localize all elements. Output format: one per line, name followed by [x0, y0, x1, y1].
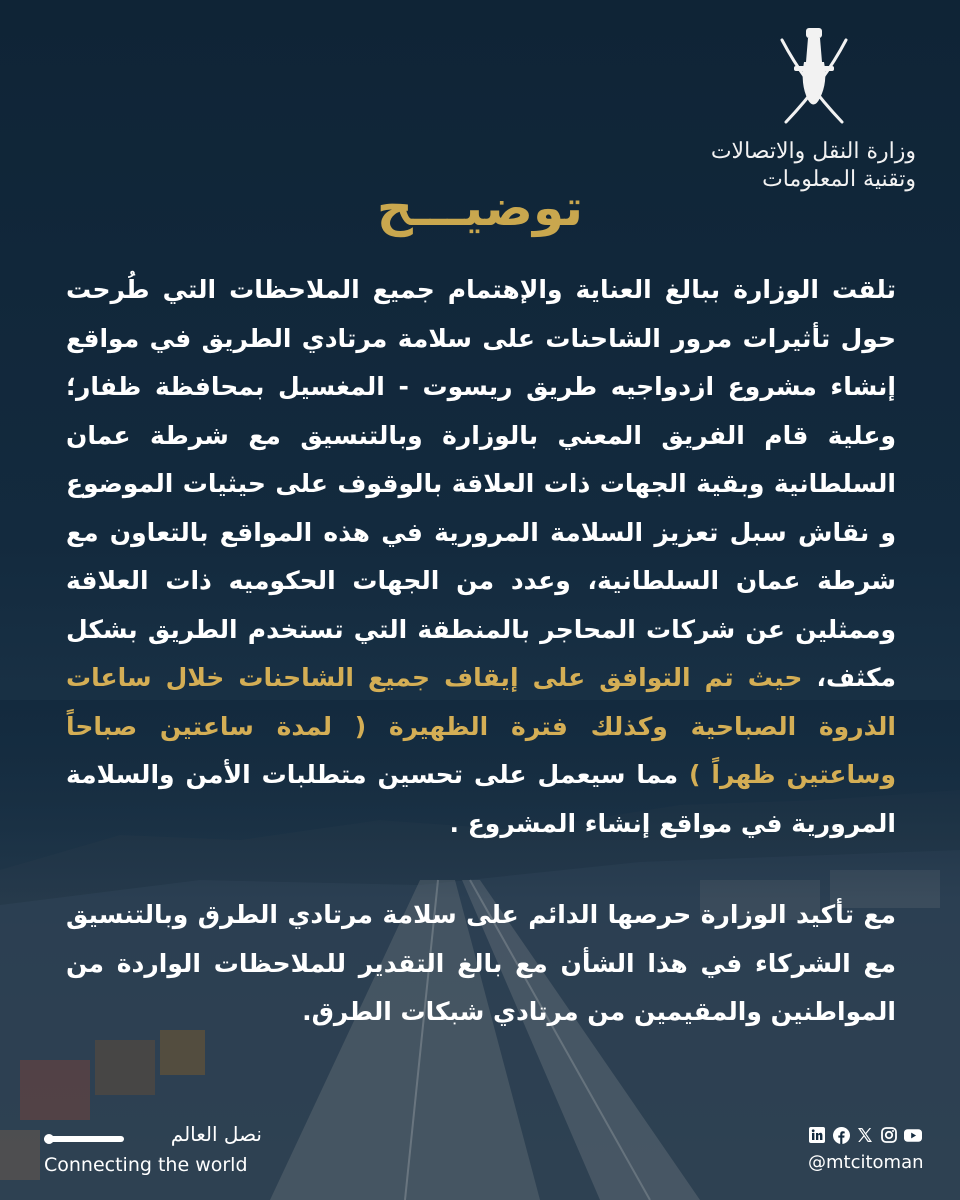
social-handle[interactable]: @mtcitoman: [808, 1152, 924, 1173]
page-title: توضيـــح: [376, 179, 584, 237]
paragraph-2: مع تأكيد الوزارة حرصها الدائم على سلامة مرتادي الطرق وبالتنسيق مع الشركاء في هذا الشأن مع بالغ التقدير للملاحظات الواردة من المواطنين والمقيمين من مرتادي شبكات الطرق.: [66, 900, 896, 1026]
slogan-english: Connecting the world: [44, 1154, 248, 1176]
slogan: [44, 1122, 264, 1176]
social-footer: [808, 1124, 938, 1173]
social-icons: [808, 1124, 938, 1146]
paragraph-1: [66, 266, 896, 848]
khanjar-emblem-icon: [764, 22, 864, 130]
facebook-icon[interactable]: [832, 1126, 850, 1144]
slogan-line-icon: [44, 1136, 124, 1142]
ministry-name-line2: وتقنية المعلومات: [762, 167, 916, 192]
body-text: [66, 266, 896, 1037]
paragraph-1-highlight: حيث تم التوافق على إيقاف جميع الشاحنات خلال ساعات الذروة الصباحية وكذلك فترة الظهيرة ( لمدة ساعتين صباحاً وساعتين ظهراً ): [66, 663, 896, 789]
youtube-icon[interactable]: [904, 1126, 922, 1144]
slogan-arabic: نصل العالم: [170, 1122, 262, 1146]
x-icon[interactable]: [856, 1126, 874, 1144]
ministry-name-line1: وزارة النقل والاتصالات: [710, 139, 916, 164]
instagram-icon[interactable]: [880, 1126, 898, 1144]
paragraph-1-end: مما سيعمل على تحسين متطلبات الأمن والسلامة المرورية في مواقع إنشاء المشروع .: [66, 760, 896, 838]
linkedin-icon[interactable]: [808, 1126, 826, 1144]
paragraph-1-text: تلقت الوزارة ببالغ العناية والإهتمام جميع الملاحظات التي طُرحت حول تأثيرات مرور الشاحنات على سلامة مرتادي الطريق في مواقع إنشاء مشروع ازدواجيه طريق ريسوت - المغسيل بمحافظة ظفار؛ وعلية قام الفريق المعني بالوزارة وبالتنسيق مع شرطة عمان السلطانية وبقية الجهات ذات العلاقة بالوقوف على حيثيات الموضوع و نقاش سبل تعزيز السلامة المرورية في هذه المواقع بالتعاون مع شرطة عمان السلطانية، وعدد من الجهات الحكوميه ذات العلاقة وممثلين عن شركات المحاجر بالمنطقة التي تستخدم الطريق بشكل مكثف،: [66, 275, 896, 692]
